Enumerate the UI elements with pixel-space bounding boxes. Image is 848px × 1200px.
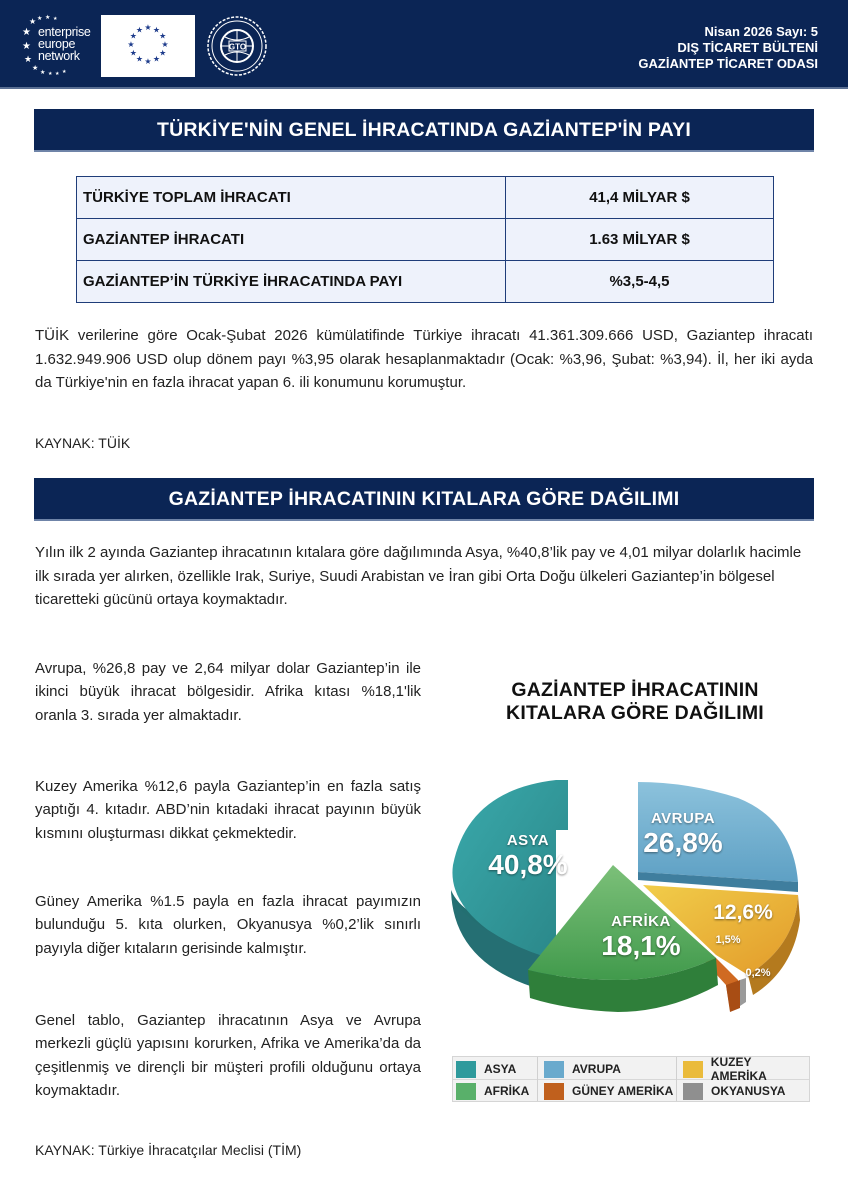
legend-swatch-icon xyxy=(683,1083,703,1100)
table-row xyxy=(77,177,774,219)
label-guney-amerika: 1,5% xyxy=(715,934,741,946)
svg-text:★: ★ xyxy=(127,40,135,49)
intro-paragraph: Yılın ilk 2 ayında Gaziantep ihracatının kıtalara göre dağılımında Asya, %40,8’lik pay ve 4,01 milyar dolarlık hacimle ilk sırada yer alırken, özellikle Irak, Suriye, Suudi Arabistan ve İran gibi Orta Doğu ülkeleri Gaziantep’in bölgesel ticaretteki gücünü ortaya koymaktadır. xyxy=(35,544,802,608)
legend-item-asya: ASYA xyxy=(453,1058,516,1080)
eu-stars-icon xyxy=(101,15,195,77)
logo-text-europe: europe xyxy=(38,37,76,51)
svg-text:★: ★ xyxy=(37,16,43,22)
svg-text:★: ★ xyxy=(22,41,31,52)
source-tuik: KAYNAK: TÜİK xyxy=(35,435,131,451)
row-value: %3,5-4,5 xyxy=(506,261,774,303)
legend-item-okyanusya: OKYANUSYA xyxy=(680,1080,785,1102)
svg-text:★: ★ xyxy=(22,27,31,38)
organization-name: GAZİANTEP TİCARET ODASI xyxy=(638,56,818,71)
logo-text-network: network xyxy=(38,49,80,63)
chamber-seal-icon xyxy=(204,15,270,77)
chart-title xyxy=(450,679,820,725)
row-value: 41,4 MİLYAR $ xyxy=(506,177,774,219)
svg-text:★: ★ xyxy=(45,15,51,21)
gto-emblem-logo xyxy=(204,15,270,77)
svg-text:★: ★ xyxy=(55,71,60,76)
paragraph-north-america: Kuzey Amerika %12,6 payla Gaziantep’in en fazla satış yaptığı 4. kıtadır. ABD’nin kıtadaki ihracat payının büyük kısmını oluşturması dikkat çekmektedir. xyxy=(35,778,421,842)
svg-text:★: ★ xyxy=(62,69,67,75)
chart-legend xyxy=(452,1056,810,1102)
svg-text:★: ★ xyxy=(129,31,137,41)
row-label: GAZİANTEP İHRACATI xyxy=(77,219,506,261)
legend-swatch-icon xyxy=(456,1061,476,1078)
svg-text:★: ★ xyxy=(129,48,137,58)
enterprise-europe-network-logo xyxy=(22,14,97,76)
legend-swatch-icon xyxy=(456,1083,476,1100)
eu-flag-logo xyxy=(101,15,195,77)
svg-text:★: ★ xyxy=(161,40,169,49)
row-value: 1.63 MİLYAR $ xyxy=(506,219,774,261)
svg-text:★: ★ xyxy=(48,71,53,76)
legend-swatch-icon xyxy=(544,1061,564,1078)
legend-item-afrika: AFRİKA xyxy=(453,1080,529,1102)
logo-text-enterprise: enterprise xyxy=(38,25,91,39)
chart-title-line-2: KITALARA GÖRE DAĞILIMI xyxy=(506,702,764,724)
svg-text:★: ★ xyxy=(135,54,144,64)
svg-text:★: ★ xyxy=(53,16,58,22)
svg-text:★: ★ xyxy=(24,54,33,64)
label-asya: ASYA 40,8% xyxy=(488,832,568,880)
svg-text:★: ★ xyxy=(144,23,152,32)
source-tim: KAYNAK: Türkiye İhracatçılar Meclisi (TİM) xyxy=(35,1142,302,1158)
paragraph-europe: Avrupa, %26,8 pay ve 2,64 milyar dolar Gaziantep’in ile ikinci büyük ihracat bölgesidir. Afrika kıtası %18,1'lik oranla 3. sırada yer almaktadır. xyxy=(35,660,421,724)
label-okyanusya: 0,2% xyxy=(745,967,771,979)
svg-text:★: ★ xyxy=(32,65,39,72)
tuik-paragraph: TÜİK verilerine göre Ocak-Şubat 2026 kümülatifinde Türkiye ihracatı 41.361.309.666 USD, Gaziantep ihracatı 1.632.949.906 USD olup dönem payı %3,95 olarak hesaplanmaktadır (Ocak: %3,96, Şubat: %3,94). İl, her iki ayda da Türkiye'nin en fazla ihracat yapan 6. ili konumunu korumuştur. xyxy=(35,327,813,391)
section-title-continents: GAZİANTEP İHRACATININ KITALARA GÖRE DAĞILIMI xyxy=(34,478,814,521)
label-avrupa: AVRUPA 26,8% xyxy=(643,810,723,858)
table-row xyxy=(77,261,774,303)
svg-text:★: ★ xyxy=(144,57,152,66)
legend-swatch-icon xyxy=(544,1083,564,1100)
legend-swatch-icon xyxy=(683,1061,703,1078)
pie-chart xyxy=(448,780,808,1020)
legend-item-guney-amerika: GÜNEY AMERİKA xyxy=(541,1080,673,1102)
svg-text:★: ★ xyxy=(159,31,167,41)
legend-item-avrupa: AVRUPA xyxy=(541,1058,621,1080)
svg-text:★: ★ xyxy=(40,70,46,76)
issue-number: Nisan 2026 Sayı: 5 xyxy=(704,24,818,39)
paragraph-summary: Genel tablo, Gaziantep ihracatının Asya ve Avrupa merkezli güçlü yapısını korurken, Afrika ve Amerika’da da çeşitlenmiş ve dirençli bir müşteri profili olduğunu ortaya koymaktadır. xyxy=(35,1012,421,1099)
paragraph-south-america: Güney Amerika %1.5 payla en fazla ihracat payımızın bulunduğu 5. kıta olurken, Okyanusya %0,2’lik sınırlı payıyla diğer kıtaların gerisinde kalmıştır. xyxy=(35,893,421,957)
page-header xyxy=(0,0,848,89)
label-kuzey-amerika: 12,6% xyxy=(713,901,773,924)
row-label: GAZİANTEP’İN TÜRKİYE İHRACATINDA PAYI xyxy=(77,261,506,303)
svg-text:★: ★ xyxy=(135,25,144,35)
svg-text:★: ★ xyxy=(29,17,37,26)
bulletin-name: DIŞ TİCARET BÜLTENİ xyxy=(677,40,818,55)
svg-text:★: ★ xyxy=(152,54,161,64)
section-title-share: TÜRKİYE'NİN GENEL İHRACATINDA GAZİANTEP'İN PAYI xyxy=(34,109,814,152)
issue-info xyxy=(638,24,818,72)
export-summary-table xyxy=(76,176,774,303)
svg-text:GTO: GTO xyxy=(228,42,247,52)
table-row xyxy=(77,219,774,261)
svg-text:★: ★ xyxy=(152,25,161,35)
svg-text:★: ★ xyxy=(159,48,167,58)
legend-item-kuzey-amerika: KUZEY AMERİKA xyxy=(680,1058,809,1080)
row-label: TÜRKİYE TOPLAM İHRACATI xyxy=(77,177,506,219)
label-afrika: AFRİKA 18,1% xyxy=(601,913,681,961)
chart-title-line-1: GAZİANTEP İHRACATININ xyxy=(511,679,759,701)
